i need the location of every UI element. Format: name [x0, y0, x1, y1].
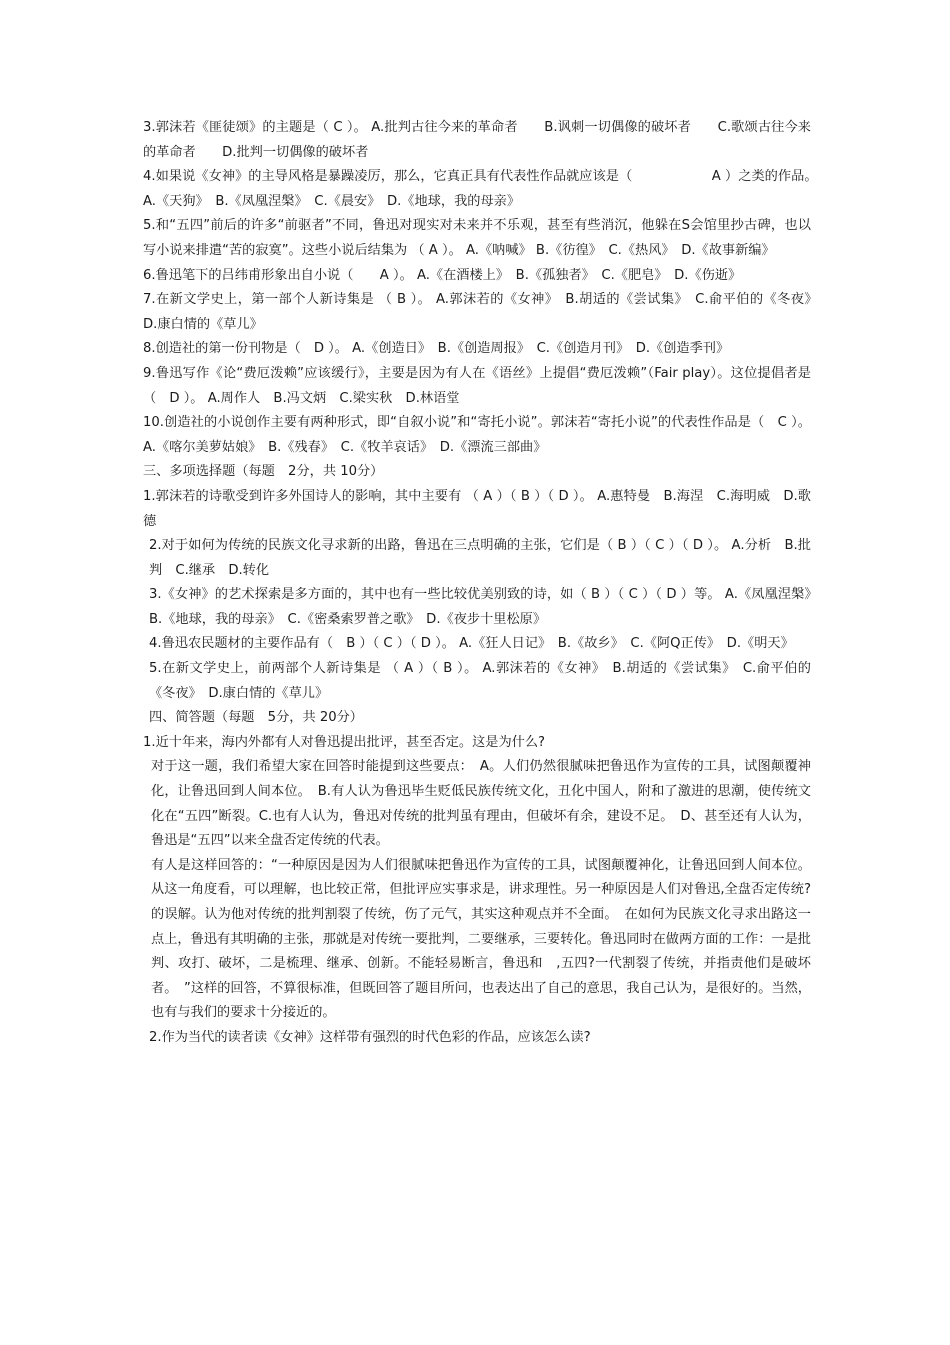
section-heading-multiple-choice: 三、多项选择题（每题 2分，共 10分） [143, 464, 384, 480]
short-question-1: 1.近十年来，海内外都有人对鲁迅提出批评，甚至否定。这是为什么? [143, 734, 546, 750]
multi-question-3: 3.《女神》的艺术探索是多方面的，其中也有一些比较优美别致的诗，如（ B ）（ C ）（ D ）等。 A.《凤凰涅槃》 B.《地球，我的母亲》 C.《密桑索罗普之歌》 D.《夜步十里松原》 [149, 587, 825, 627]
multi-question-1: 1.郭沫若的诗歌受到许多外国诗人的影响，其中主要有 （ A ）（ B ）（ D ）。 A.惠特曼 B.海涅 C.海明威 D.歌德 [143, 488, 811, 529]
question-9: 9.鲁迅写作《论“费厄泼赖”应该缓行》，主要是因为有人在《语丝》上提倡“费厄泼赖”（Fair play）。这位提倡者是（ D ）。 A.周作人 B.冯文炳 C.梁实秋 D.林语堂 [143, 365, 811, 406]
sample-answer: 有人是这样回答的：“一种原因是因为人们很腻味把鲁迅作为宣传的工具，试图颠覆神化，让鲁迅回到人间本位。从这一角度看，可以理解，也比较正常，但批评应实事求是，讲求理性。另一种原因是人们对鲁迅,全盘否定传统?的误解。认为他对传统的批判割裂了传统，伤了元气，其实这种观点并不全面。 在如何为民族文化寻求出路这一点上，鲁迅有其明确的主张，那就是对传统一要批判，二要继承，三要转化。鲁迅同时在做两方面的工作：一是批判、攻打、破坏，二是梳理、继承、创新。不能轻易断言，鲁迅和 ,五四?一代割裂了传统，并指责他们是破坏者。 ”这样的回答，不算很标准，但既回答了题目所问，也表达出了自己的意思，我自己认为，是很好的。当然，也有与我们的要求十分接近的。 [151, 857, 811, 1021]
section-heading-short-answer: 四、简答题（每题 5分，共 20分） [149, 710, 363, 726]
question-3: 3.郭沫若《匪徒颂》的主题是（ C ）。 A.批判古往今来的革命者 B.讽刺一切偶像的破坏者 C.歌颂古往今来的革命者 D.批判一切偶像的破坏者 [143, 120, 811, 160]
multi-question-4: 4.鲁迅农民题材的主要作品有（ B ）（ C ）（ D ）。 A.《狂人日记》 B.《故乡》 C.《阿Q正传》 D.《明天》 [149, 636, 794, 652]
question-8: 8.创造社的第一份刊物是（ D ）。 A.《创造日》 B.《创造周报》 C.《创造月刊》 D.《创造季刊》 [143, 341, 730, 357]
question-10: 10.创造社的小说创作主要有两种形式，即“自叙小说”和“寄托小说”。郭沫若“寄托小说”的代表性作品是（ C ）。 A.《喀尔美萝姑娘》 B.《残春》 C.《牧羊哀话》 D.《漂流三部曲》 [143, 415, 811, 455]
exam-content [143, 116, 825, 1051]
question-6: 6.鲁迅笔下的吕纬甫形象出自小说（ A ）。 A.《在酒楼上》 B.《孤独者》 C.《肥皂》 D.《伤逝》 [143, 267, 742, 283]
question-7: 7.在新文学史上，第一部个人新诗集是 （ B ）。 A.郭沫若的《女神》 B.胡适的《尝试集》 C.俞平伯的《冬夜》 D.康白情的《草儿》 [143, 292, 825, 332]
multi-question-2: 2.对于如何为传统的民族文化寻求新的出路，鲁迅在三点明确的主张，它们是（ B ）（ C ）（ D ）。 A.分析 B.批判 C.继承 D.转化 [149, 538, 811, 578]
question-5: 5.和“五四”前后的许多“前驱者”不同，鲁迅对现实对未来并不乐观，甚至有些消沉，他躲在S会馆里抄古碑，也以写小说来排遣“苦的寂寞”。这些小说后结集为 （ A ）。 A.《呐喊》 B.《彷徨》 C.《热风》 D.《故事新编》 [143, 218, 811, 258]
question-4: 4.如果说《女神》的主导风格是暴躁凌厉，那么，它真正具有代表性作品就应该是（ A ）之类的作品。 A.《天狗》 B.《凤凰涅槃》 C.《晨安》 D.《地球，我的母亲》 [143, 169, 825, 209]
short-question-2: 2.作为当代的读者读《女神》这样带有强烈的时代色彩的作品，应该怎么读? [149, 1029, 591, 1045]
multi-question-5: 5.在新文学史上，前两部个人新诗集是 （ A ）（ B ）。 A.郭沫若的《女神》 B.胡适的《尝试集》 C.俞平伯的《冬夜》 D.康白情的《草儿》 [149, 661, 811, 701]
answer-key-points: 对于这一题，我们希望大家在回答时能提到这些要点： A。人们仍然很腻味把鲁迅作为宣传的工具，试图颠覆神化，让鲁迅回到人间本位。 B.有人认为鲁迅毕生贬低民族传统文化，丑化中国人，附和了激进的思潮，使传统文化在“五四”断裂。C.也有人认为，鲁迅对传统的批判虽有理由，但破坏有余，建设不足。 D、甚至还有人认为，鲁迅是“五四”以来全盘否定传统的代表。 [151, 759, 811, 849]
